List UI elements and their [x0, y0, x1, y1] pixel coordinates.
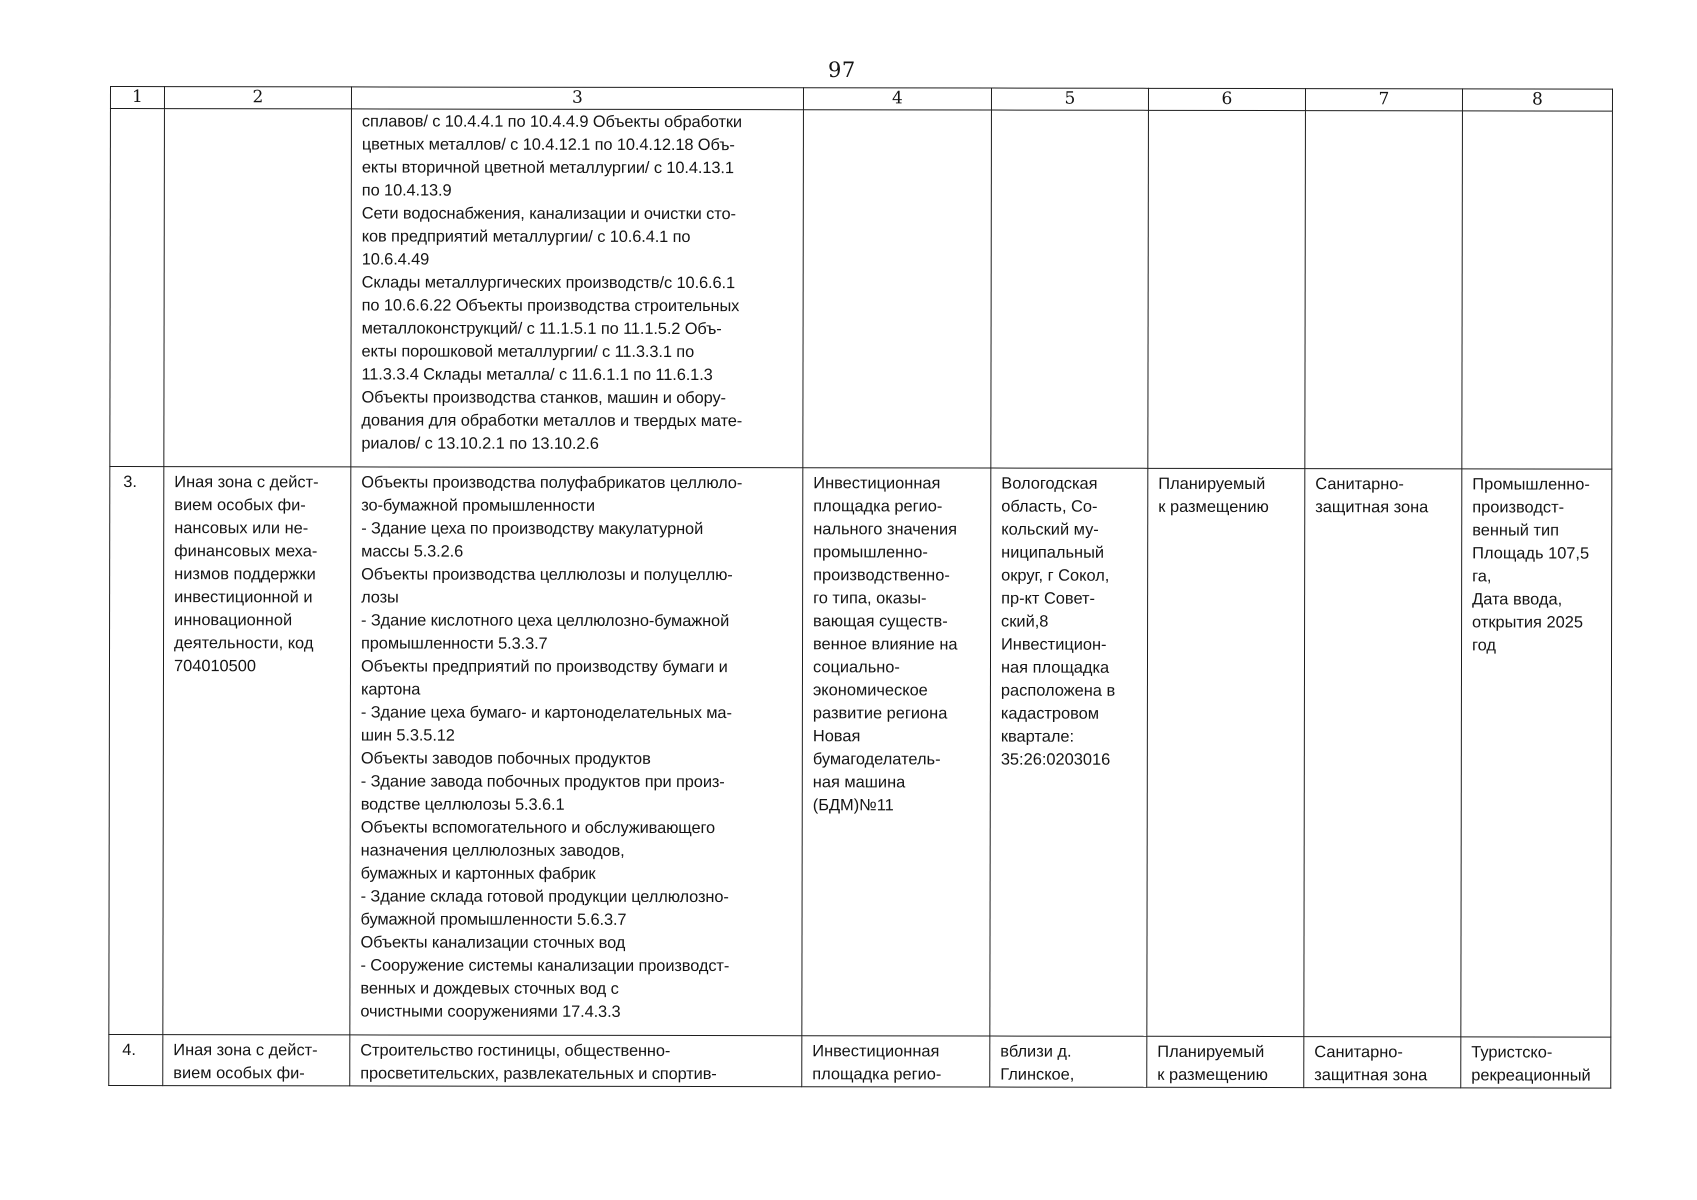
header-cell-7: 7 — [1305, 89, 1462, 111]
zone-name-cell — [164, 109, 352, 467]
header-cell-2: 2 — [164, 87, 351, 109]
row-number-cell: 3. — [109, 467, 164, 1035]
zone-name-cell: Иная зона с дейст- вием особых фи- нансовых или не- финансовых меха- низмов поддержки инвестиционной и инновационной деятельности, код 704010500 — [163, 467, 351, 1035]
page-number: 97 — [828, 58, 856, 82]
characteristics-cell — [1462, 111, 1613, 469]
characteristics-cell: Промышленно- производст- венный тип Площадь 107,5 га, Дата ввода, открытия 2025 год — [1461, 469, 1612, 1037]
header-cell-1: 1 — [110, 87, 164, 109]
header-cell-8: 8 — [1462, 89, 1612, 111]
restriction-zone-cell: Санитарно- защитная зона — [1304, 469, 1462, 1037]
restriction-zone-cell — [1305, 111, 1463, 469]
status-cell — [1148, 110, 1306, 468]
location-cell: вблизи д. Глинское, — [990, 1036, 1147, 1087]
location-cell: Вологодская область, Со- кольский му- ниципальный округ, г Сокол, пр-кт Совет- ский,8 Инвестицион- ная площадка расположена в кадастровом квартале: 35:26:0203016 — [990, 468, 1148, 1036]
zones-table — [108, 86, 1613, 1089]
zone-name-cell: Иная зона с дейст- вием особых фи- — [163, 1035, 350, 1086]
objects-list-cell: Строительство гостиницы, общественно- просветительских, развлекательных и спортив- — [350, 1035, 802, 1087]
row-number-cell: 4. — [109, 1034, 163, 1085]
site-description-cell: Инвестиционная площадка регио- — [802, 1036, 990, 1087]
header-cell-4: 4 — [803, 88, 991, 110]
status-cell: Планируемый к размещению — [1147, 468, 1305, 1036]
header-cell-5: 5 — [991, 88, 1148, 110]
header-cell-3: 3 — [351, 87, 803, 110]
table-row — [109, 1034, 1611, 1088]
objects-list-cell: сплавов/ с 10.4.4.1 по 10.4.4.9 Объекты обработки цветных металлов/ с 10.4.12.1 по 10.4.12.18 Объ- екты вторичной цветной металлургии/ с 10.4.13.1 по 10.4.13.9 Сети водоснабжения, канализации и очистки сто- ков предприятий металлургии/ с 10.6.4.1 по 10.6.4.49 Склады металлургических производств/с 10.6.6.1 по 10.6.6.22 Объекты производства строительных металлоконструкций/ с 11.1.5.1 по 11.1.5.2 Объ- екты порошковой металлургии/ с 11.3.3.1 по 11.3.3.4 Склады металла/ с 11.6.1.1 по 11.6.1.3 Объекты производства станков, машин и обору- дования для обработки металлов и твердых мате- риалов/ с 13.10.2.1 по 13.10.2.6 — [351, 109, 804, 468]
header-cell-6: 6 — [1148, 88, 1305, 110]
characteristics-cell: Туристско- рекреационный — [1461, 1037, 1611, 1088]
table-row — [110, 109, 1613, 470]
site-description-cell: Инвестиционная площадка регио- нального значения промышленно- производственно- го типа, оказы- вающая существ- венное влияние на социально- экономическое развитие региона Новая бумагоделатель- ная машина (БДМ)№11 — [802, 468, 991, 1036]
site-description-cell — [803, 110, 992, 468]
table-row — [109, 467, 1612, 1038]
row-number-cell — [110, 109, 165, 467]
restriction-zone-cell: Санитарно- защитная зона — [1304, 1037, 1461, 1088]
status-cell: Планируемый к размещению — [1147, 1036, 1304, 1087]
location-cell — [991, 110, 1149, 468]
table-header-row — [110, 87, 1612, 112]
objects-list-cell: Объекты производства полуфабрикатов целлюло- зо-бумажной промышленности - Здание цеха по производству макулатурной массы 5.3.2.6 Объекты производства целлюлозы и полуцеллю- лозы - Здание кислотного цеха целлюлозно-бумажной промышленности 5.3.3.7 Объекты предприятий по производству бумаги и картона - Здание цеха бумаго- и картоноделательных ма- шин 5.3.5.12 Объекты заводов побочных продуктов - Здание завода побочных продуктов при произ- водстве целлюлозы 5.3.6.1 Объекты вспомогательного и обслуживающего назначения целлюлозных заводов, бумажных и картонных фабрик - Здание склада готовой продукции целлюлозно- бумажной промышленности 5.6.3.7 Объекты канализации сточных вод - Сооружение системы канализации производст- венных и дождевых сточных вод с очистными сооружениями 17.4.3.3 — [350, 467, 803, 1036]
